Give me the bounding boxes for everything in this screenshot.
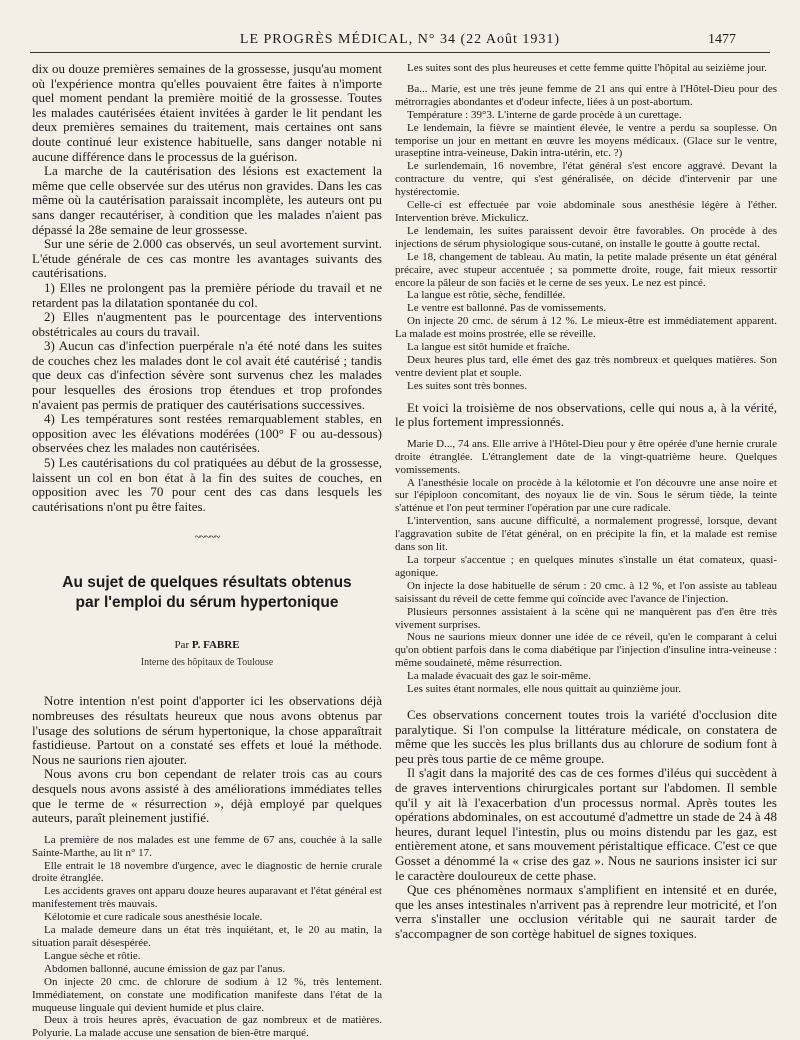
section-separator: ~~~~~	[194, 531, 220, 544]
running-header	[0, 32, 800, 52]
author-name: P. FABRE	[191, 639, 240, 652]
case-line: Kélotomie et cure radicale sous anesthésie locale.	[44, 911, 263, 924]
case-line: On injecte la dose habituelle de sérum : 20 cmc. à 12 %, et l'on assiste au tableau saisissant du réveil de cette femme qui coïncide avec l'avance de l'injection.	[395, 579, 777, 605]
case-line: La première de nos malades est une femme de 67 ans, couchée à la salle Sainte-Marthe, au lit n° 17.	[32, 833, 382, 859]
list-item: 2) Elles n'augmentent pas le pourcentage des interventions obstétricales au cours du travail.	[32, 309, 382, 339]
right-column	[395, 62, 777, 941]
case-line: Les suites sont des plus heureuses et cette femme quitte l'hôpital au seizième jour.	[407, 62, 767, 74]
page-number: 1477	[708, 32, 736, 47]
article-title-line: Au sujet de quelques résultats obtenus	[62, 574, 352, 592]
paragraph: dix ou douze premières semaines de la grossesse, jusqu'au moment où l'expérience montra qu'elles pouvaient être faites à n'importe quel moment pendant la première moitié de la grossesse. Toutes les malades cautérisées étaient invitées à garder le lit pendant les deux premières semaines du traitement, mais certaines ont sans doute continué leur existence habituelle, sans danger notable ni aucune différence dans le processus de la guérison.	[32, 61, 382, 164]
spacer	[32, 826, 382, 834]
case-line: Le surlendemain, 16 novembre, l'état général s'est encore aggravé. Devant la contracture du ventre, qui s'est généralisée, on décide d'intervenir par une hystérectomie.	[395, 160, 777, 199]
header-rule	[30, 52, 770, 53]
case-line: Le lendemain, les suites paraissent devoir être favorables. On procède à des injections de sérum physiologique sous-cutané, on installe le goutte à goutte rectal.	[395, 224, 777, 250]
case-line: On injecte 20 cmc. de chlorure de sodium à 12 %, très lentement. Immédiatement, on constate une modification manifeste dans l'état de la muqueuse linguale qui devient humide et plus claire.	[32, 975, 382, 1014]
list-item: 3) Aucun cas d'infection puerpérale n'a été noté dans les suites de couches chez les malades dont le col avait été cautérisé ; tandis que deux cas d'infection sévère sont survenus chez les malades pour lesquelles des érosions trop étendues et trop profondes n'avaient pas permis de pratiquer des cautérisations successives.	[32, 338, 382, 412]
case-line: Nous ne saurions mieux donner une idée de ce réveil, qu'en le comparant à celui qu'on obtient parfois dans le coma diabétique par l'injection d'insuline intra-veineuse : même soudaineté, même résurrection.	[395, 631, 777, 670]
case-line: Les accidents graves ont apparu douze heures auparavant et l'état général est manifestement très mauvais.	[32, 885, 382, 911]
paragraph: Que ces phénomènes normaux s'amplifient en intensité et en durée, que les anses intestinales n'arrivent pas à reprendre leur motricité, et l'on verra s'installer une occlusion véritable qui ne saurait tarder de s'accompagner de son cortège habituel de signes toxiques.	[395, 882, 777, 941]
paragraph: Notre intention n'est point d'apporter ici les observations déjà nombreuses des résultats heureux que nous avons obtenus par l'usage des solutions de sérum hypertonique, la chose apparaîtrait fastidieuse. Partout on a constaté ses effets et loué la méthode. Nous ne saurions rien ajouter.	[32, 693, 382, 767]
case-line: La langue est sitôt humide et fraîche.	[407, 341, 570, 354]
author-affiliation: Interne des hôpitaux de Toulouse	[140, 657, 274, 669]
case-line: La langue est rôtie, sèche, fendillée.	[407, 289, 566, 302]
byline	[32, 639, 382, 651]
case-line: Langue sèche et rôtie.	[44, 949, 141, 962]
paragraph: Sur une série de 2.000 cas observés, un seul avortement survint. L'étude générale de ces cas montre les avantages suivants des cautérisations.	[32, 236, 382, 281]
case-line: La torpeur s'accentue ; en quelques minutes s'installe un état comateux, quasi-agonique.	[395, 554, 777, 579]
case-line: La malade évacuait des gaz le soir-même.	[407, 670, 591, 683]
paragraph: Et voici la troisième de nos observations, celle qui nous a, à la vérité, le plus fortement impressionnés.	[395, 399, 777, 430]
case-line: Elle entrait le 18 novembre d'urgence, avec le diagnostic de hernie crurale droite étranglée.	[32, 859, 382, 885]
left-column	[32, 62, 382, 1040]
case-line: Le 18, changement de tableau. Au matin, la petite malade présente un état général précaire, avec stupeur accentuée ; sa pommette droite, rouge, fait mieux ressortir encore la pâleur de son faciès et le cerne de ses yeux. Le nez est pincé.	[395, 250, 777, 289]
case-line: Marie D..., 74 ans. Elle arrive à l'Hôtel-Dieu pour y être opérée d'une hernie crurale droite étranglée. L'étranglement date de la vingt-quatrième heure. Quelques vomissements.	[395, 437, 777, 476]
case-line: Celle-ci est effectuée par voie abdominale sous anesthésie légère à l'éther. Intervention brève. Mickulicz.	[395, 199, 777, 224]
case-line: Deux heures plus tard, elle émet des gaz très nombreux et quelques matières. Son ventre devient plat et souple.	[395, 353, 777, 379]
byline-prefix: Par	[174, 639, 190, 652]
paragraph: Ces observations concernent toutes trois la variété d'occlusion dite paralytique. Si l'on compulse la littérature médicale, on constatera de même que les succès les plus brillants dus au chlorure de sodium font à peu près tous partie de ce même groupe.	[395, 706, 777, 766]
case-line: On injecte 20 cmc. de sérum à 12 %. Le mieux-être est immédiatement apparent. La malade est moins prostrée, elle se réveille.	[395, 315, 777, 341]
article-title-line: par l'emploi du sérum hypertonique	[75, 594, 339, 612]
list-item: 4) Les températures sont restées remarquablement stables, en opposition avec les élévations modérées (100° F ou au-dessous) observées chez les malades non cautérisées.	[32, 411, 382, 456]
case-line: Ba... Marie, est une très jeune femme de 21 ans qui entre à l'Hôtel-Dieu pour des métrorragies abondantes et d'odeur infecte, liées à un post-abortum.	[395, 82, 777, 108]
case-line: Température : 39°3. L'interne de garde procède à un curettage.	[407, 108, 682, 121]
case-line: Deux à trois heures après, évacuation de gaz nombreux et de matières. Polyurie. La malade accuse une sensation de bien-être marqué.	[32, 1014, 382, 1040]
spacer	[395, 75, 777, 83]
article-title	[32, 573, 382, 613]
paragraph: La marche de la cautérisation des lésions est exactement la même que celle observée sur des utérus non gravides. Dans les cas même où la cautérisation paraissait incomplète, les auteurs ont pu sans danger recautériser, à condition que les malades n'aient pas dépassé la 28e semaine de leur grossesse.	[32, 163, 382, 237]
case-line: Le lendemain, la fièvre se maintient élevée, le ventre a perdu sa souplesse. On temporise un jour en mettant en œuvre les moyens médicaux. (Glace sur le ventre, uraseptine intra-veineuse, Dakin intra-utérin, etc. ?)	[395, 121, 777, 160]
paragraph: Nous avons cru bon cependant de relater trois cas au cours desquels nous avons assisté à des améliorations immédiates telles que le terme de « résurrection », déjà employé par quelques auteurs, paraît pleinement justifié.	[32, 766, 382, 826]
list-item: 1) Elles ne prolongent pas la première période du travail et ne retardent pas la dilatation spontanée du col.	[32, 279, 382, 310]
case-line: Les suites sont très bonnes.	[407, 379, 528, 392]
paragraph: Il s'agit dans la majorité des cas de ces formes d'iléus qui succèdent à de graves interventions chirurgicales portant sur l'abdomen. Il semble qu'il y ait là l'exacerbation d'un processus normal. Après toutes les opérations abdominales, on est accoutumé d'admettre un stade de 24 à 48 heures, durant lequel l'intestin, plus ou moins distendu par les gaz, est entièrement atone, et sans mouvement péristaltique efficace. C'est ce que Gosset a dénommé la « crise des gaz ». Nous ne saurions insister ici sur le caractère douloureux de cette phase.	[395, 765, 777, 883]
journal-title: LE PROGRÈS MÉDICAL, N° 34 (22 Août 1931)	[239, 32, 561, 47]
spacer	[395, 430, 777, 438]
case-line: Plusieurs personnes assistaient à la scène qui ne manquèrent pas d'en être très vivement surprises.	[395, 605, 777, 631]
case-line: A l'anesthésie locale on procède à la kélotomie et l'on découvre une anse noire et sur l'épiploon concomitant, des noyaux lie de vin. Sous le sérum tiède, la teinte s'atténue et l'on peut terminer l'opération par une cure radicale.	[395, 476, 777, 515]
case-line: L'intervention, sans aucune difficulté, a normalement progressé, lorsque, devant l'aggravation subite de l'état général, on en précipite la fin, et la malade est remise dans son lit.	[395, 515, 777, 554]
list-item: 5) Les cautérisations du col pratiquées au début de la grossesse, laissent un col en bon état à la fin des suites de couches, en opposition avec les 70 pour cent des cas dans lesquels les cautérisations n'ont pu être faites.	[32, 455, 382, 514]
case-line: Les suites étant normales, elle nous quittait au quinzième jour.	[407, 683, 682, 696]
case-line: Abdomen ballonné, aucune émission de gaz par l'anus.	[44, 962, 286, 975]
case-line: Le ventre est ballonné. Pas de vomissements.	[407, 302, 607, 315]
case-line: La malade demeure dans un état très inquiétant, et, le 20 au matin, la situation paraît désespérée.	[32, 924, 382, 949]
